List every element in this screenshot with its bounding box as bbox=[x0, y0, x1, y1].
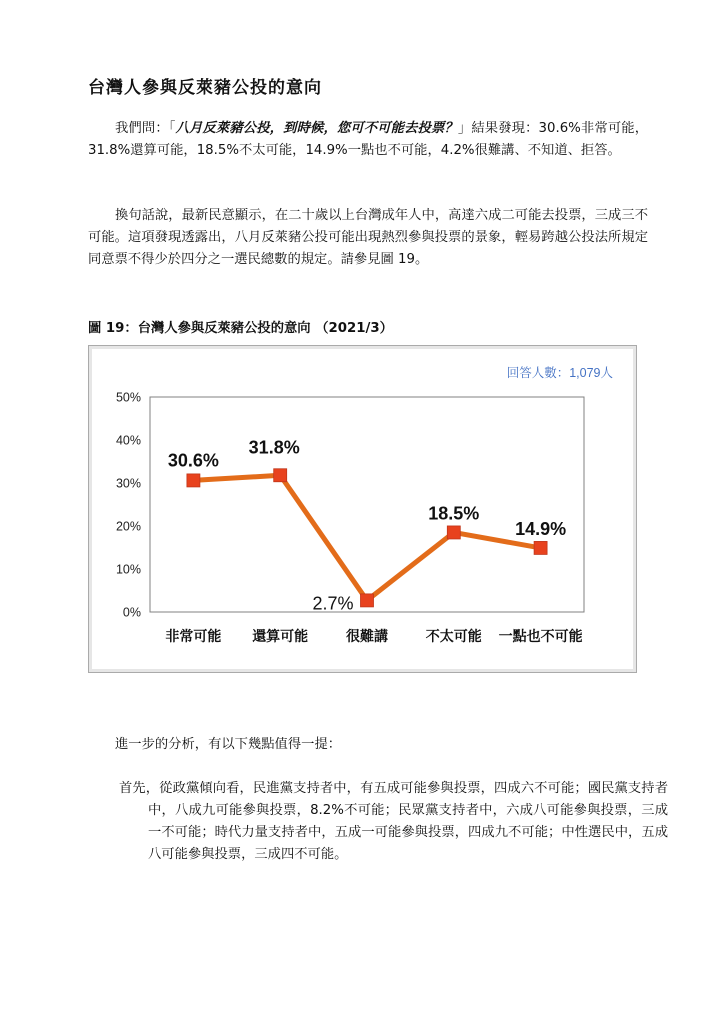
plot-area bbox=[150, 397, 584, 612]
paragraph-interpretation: 換句話說，最新民意顯示，在二十歲以上台灣成年人中，高達六成二可能去投票，三成三不可能。這項發現透露出，八月反萊豬公投可能出現熱烈參與投票的景象，輕易跨越公投法所規定同意票不得少於四分之一選民總數的規定。請參見圖 19。 bbox=[88, 208, 648, 267]
data-label: 31.8% bbox=[248, 437, 300, 458]
figure-caption: 圖 19：台灣人參與反萊豬公投的意向 （2021/3） bbox=[88, 321, 393, 336]
data-point-marker bbox=[361, 594, 374, 607]
x-axis bbox=[165, 628, 582, 645]
data-labels bbox=[168, 437, 566, 613]
paragraph-analysis-intro: 進一步的分析，有以下幾點值得一提： bbox=[115, 737, 342, 752]
y-tick-label: 50% bbox=[115, 390, 141, 405]
data-label: 2.7% bbox=[312, 593, 354, 614]
data-label: 30.6% bbox=[167, 450, 219, 471]
respondents-count: 回答人數：1,079人 bbox=[506, 366, 613, 380]
x-tick-label: 一點也不可能 bbox=[498, 629, 583, 645]
chart-frame bbox=[88, 345, 637, 673]
series-line bbox=[187, 469, 547, 607]
y-tick-label: 40% bbox=[115, 433, 141, 448]
y-axis bbox=[116, 391, 141, 620]
data-label: 14.9% bbox=[515, 518, 567, 539]
x-tick-label: 非常可能 bbox=[165, 629, 222, 645]
x-tick-label: 還算可能 bbox=[252, 629, 309, 645]
paragraph-party-analysis: 首先，從政黨傾向看，民進黨支持者中，有五成可能參與投票，四成六不可能；國民黨支持者中，八成九可能參與投票，8.2%不可能；民眾黨支持者中，六成八可能參與投票，三成一不可能；時代力量支持者中，五成一可能參與投票，四成九不可能；中性選民中，五成八可能參與投票，三成四不可能。 bbox=[119, 781, 668, 862]
y-tick-label: 10% bbox=[115, 562, 141, 577]
series-polyline bbox=[193, 475, 540, 600]
y-tick-label: 20% bbox=[115, 519, 141, 534]
x-tick-label: 不太可能 bbox=[425, 629, 482, 645]
x-tick-label: 很難講 bbox=[346, 629, 388, 645]
section-heading: 台灣人參與反萊豬公投的意向 bbox=[88, 78, 322, 98]
data-point-marker bbox=[534, 541, 547, 554]
line-chart bbox=[89, 346, 638, 674]
y-tick-label: 30% bbox=[115, 476, 141, 491]
survey-question: 八月反萊豬公投，到時候，您可不可能去投票？ bbox=[175, 121, 458, 136]
paragraph-survey-result bbox=[88, 118, 648, 162]
question-open: 我們問：「 bbox=[115, 121, 176, 136]
question-result: 」結果發現：30.6%非常可能，31.8%還算可能，18.5%不太可能，14.9%一點也不可能，4.2%很難講、不知道、拒答。 bbox=[88, 121, 649, 158]
data-point-marker bbox=[187, 474, 200, 487]
y-tick-label: 0% bbox=[122, 605, 141, 620]
data-label: 18.5% bbox=[428, 503, 480, 524]
data-point-marker bbox=[447, 526, 460, 539]
data-point-marker bbox=[274, 469, 287, 482]
